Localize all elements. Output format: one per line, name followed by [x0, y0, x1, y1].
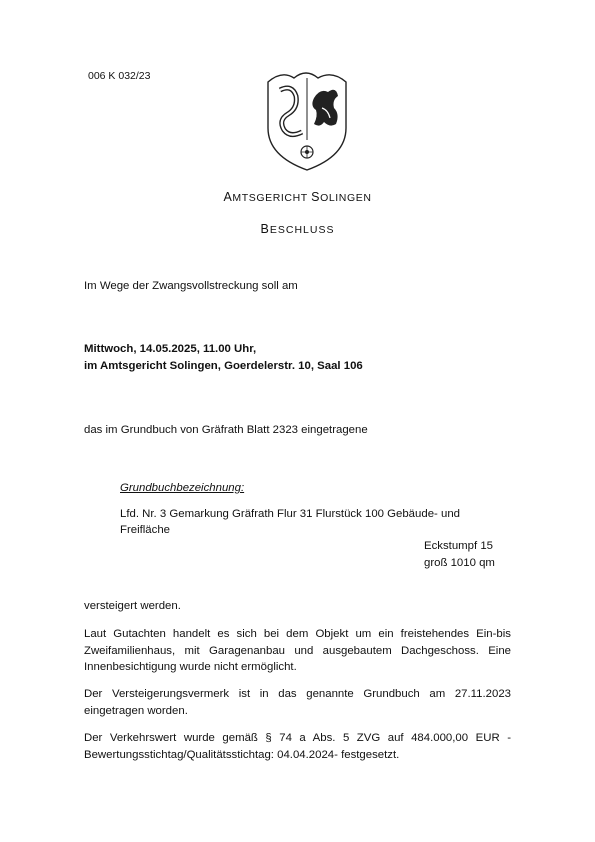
auction-location: im Amtsgericht Solingen, Goerdelerstr. 10, Saal 106	[84, 360, 363, 372]
land-register-label: Grundbuchbezeichnung:	[120, 482, 245, 494]
market-value-paragraph: Der Verkehrswert wurde gemäß § 74 a Abs. 5 ZVG auf 484.000,00 EUR - Bewertungsstichtag/Qualitätsstichtag: 04.04.2024- festgesetzt.	[84, 732, 511, 761]
property-address: Eckstumpf 15	[424, 540, 494, 552]
register-entry-paragraph: Der Versteigerungsvermerk ist in das genannte Grundbuch am 27.11.2023 eingetragen worden.	[84, 688, 511, 717]
parcel-description-continued: Freifläche	[120, 524, 171, 536]
document-title: BESCHLUSS	[260, 222, 335, 236]
expert-opinion-paragraph: Laut Gutachten handelt es sich bei dem Objekt um ein freistehendes Ein-bis Zweifamilienhaus, mit Garagenanbau und ausgebautem Dachgeschoss. Eine Innenbesichtigung wurde nicht ermöglicht.	[84, 628, 511, 673]
court-name: AMTSGERICHT SOLINGEN	[223, 190, 372, 204]
case-number: 006 K 032/23	[88, 70, 151, 82]
parcel-description: Lfd. Nr. 3 Gemarkung Gräfrath Flur 31 Flurstück 100 Gebäude- und	[120, 508, 460, 520]
auction-statement: versteigert werden.	[84, 600, 181, 612]
land-register-text: das im Grundbuch von Gräfrath Blatt 2323 eingetragene	[84, 424, 368, 436]
auction-date: Mittwoch, 14.05.2025, 11.00 Uhr,	[84, 343, 257, 355]
property-size: groß 1010 qm	[424, 557, 495, 569]
coat-of-arms-icon	[262, 68, 352, 172]
intro-text: Im Wege der Zwangsvollstreckung soll am	[84, 280, 298, 292]
